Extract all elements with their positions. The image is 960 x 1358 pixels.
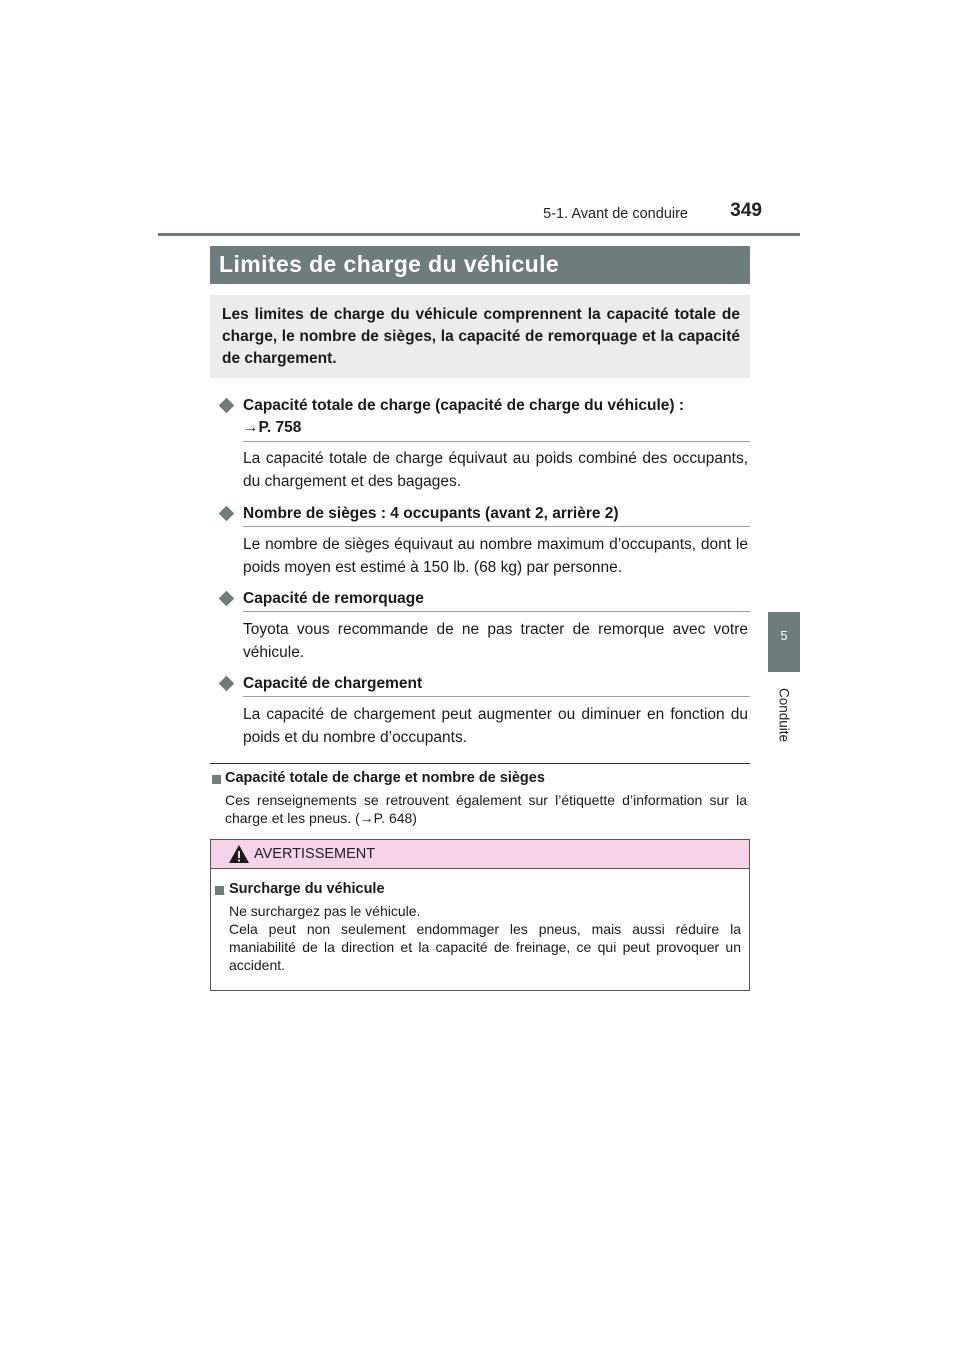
square-bullet-icon <box>212 775 221 784</box>
warning-box <box>210 839 750 991</box>
warning-label: AVERTISSEMENT <box>254 846 376 862</box>
page-number: 349 <box>730 200 762 221</box>
page-title-bar <box>210 246 750 284</box>
warning-header <box>211 840 749 869</box>
chapter-label-text: Conduite <box>776 687 792 743</box>
section-heading: Capacité de remorquage <box>243 590 424 607</box>
diamond-icon <box>219 676 235 692</box>
note-text: Ces renseignements se retrouvent également sur l’étiquette d’information sur la charge et les pneus. (→P. 648) <box>225 792 747 826</box>
diamond-icon <box>219 506 235 522</box>
warning-subheading: Surcharge du véhicule <box>229 881 385 897</box>
section-heading: Nombre de sièges : 4 occupants (avant 2, arrière 2) <box>243 505 619 522</box>
intro-box <box>210 295 750 378</box>
warning-line: Cela peut non seulement endommager les pneus, mais aussi réduire la maniabilité de la direction et la capacité de freinage, ce qui peut provoquer un accident. <box>229 921 741 973</box>
warning-triangle-icon <box>228 844 250 864</box>
section-body: Le nombre de sièges équivaut au nombre maximum d’occupants, dont le poids moyen est estimé à 150 lb. (68 kg) par personne. <box>243 536 748 576</box>
chapter-tab: 5 <box>768 612 800 672</box>
section-heading: Capacité de chargement <box>243 675 423 692</box>
section-label: 5-1. Avant de conduire <box>543 206 688 222</box>
section-divider <box>243 441 750 442</box>
diamond-icon <box>219 398 235 414</box>
section-divider <box>243 611 750 612</box>
section-divider <box>243 696 750 697</box>
note-divider <box>210 763 750 764</box>
section-body: La capacité totale de charge équivaut au poids combiné des occupants, du chargement et des bagages. <box>243 450 748 490</box>
diamond-icon <box>219 591 235 607</box>
intro-text: Les limites de charge du véhicule comprennent la capacité totale de charge, le nombre de sièges, la capacité de remorquage et la capacité de chargement. <box>222 306 740 367</box>
page-title: Limites de charge du véhicule <box>219 251 560 277</box>
section-body: La capacité de chargement peut augmenter ou diminuer en fonction du poids et du nombre d’occupants. <box>243 706 748 746</box>
note-heading: Capacité totale de charge et nombre de sièges <box>225 770 545 786</box>
warning-line: Ne surchargez pas le véhicule. <box>229 903 421 919</box>
chapter-label <box>769 680 799 750</box>
square-bullet-icon <box>215 886 224 895</box>
header-divider <box>158 233 800 236</box>
section-divider <box>243 526 750 527</box>
section-body: Toyota vous recommande de ne pas tracter de remorque avec votre véhicule. <box>243 621 748 661</box>
warning-text <box>229 902 741 974</box>
section-heading: Capacité totale de charge (capacité de charge du véhicule) : <box>243 397 685 414</box>
page-reference: →P. 758 <box>243 419 302 436</box>
